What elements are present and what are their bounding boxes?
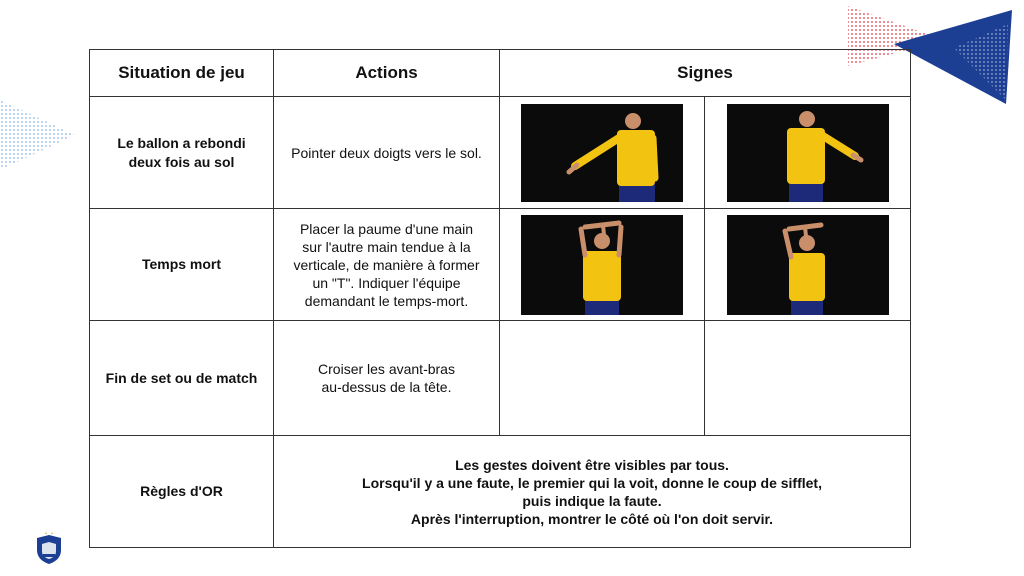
table-row [90,97,911,209]
situation-cell: Fin de set ou de match [90,321,274,436]
action-cell: Placer la paume d'une main sur l'autre main tendue à la verticale, de manière à former un "T". Indiquer l'équipe demandant le temps-mort. [274,209,500,321]
action-cell: Croiser les avant-bras au-dessus de la tête. [274,321,500,436]
sign-image-cell [500,97,705,209]
header-actions: Actions [274,50,500,97]
situation-cell: Le ballon a rebondi deux fois au sol [90,97,274,209]
fff-crest-icon [34,530,64,566]
action-cell: Pointer deux doigts vers le sol. [274,97,500,209]
table-row [90,209,911,321]
referee-timeout-front-photo [521,215,683,315]
header-situation: Situation de jeu [90,50,274,97]
dotted-triangle-left-decoration [0,100,80,180]
table-row [90,321,911,436]
header-signes: Signes [500,50,911,97]
rules-label: Règles d'OR [90,436,274,548]
rules-text: Les gestes doivent être visibles par tous. Lorsqu'il y a une faute, le premier qui la voit, donne le coup de sifflet, puis indique la faute. Après l'interruption, montrer le côté où l'on doit servir. [274,436,911,548]
sign-image-cell-empty [500,321,705,436]
sign-image-cell [705,97,911,209]
rules-row [90,436,911,548]
referee-point-left-photo [521,104,683,202]
referee-signals-table [89,49,911,548]
table-header-row [90,50,911,97]
referee-point-right-photo [727,104,889,202]
situation-cell: Temps mort [90,209,274,321]
sign-image-cell-empty [705,321,911,436]
sign-image-cell [500,209,705,321]
sign-image-cell [705,209,911,321]
referee-timeout-side-photo [727,215,889,315]
